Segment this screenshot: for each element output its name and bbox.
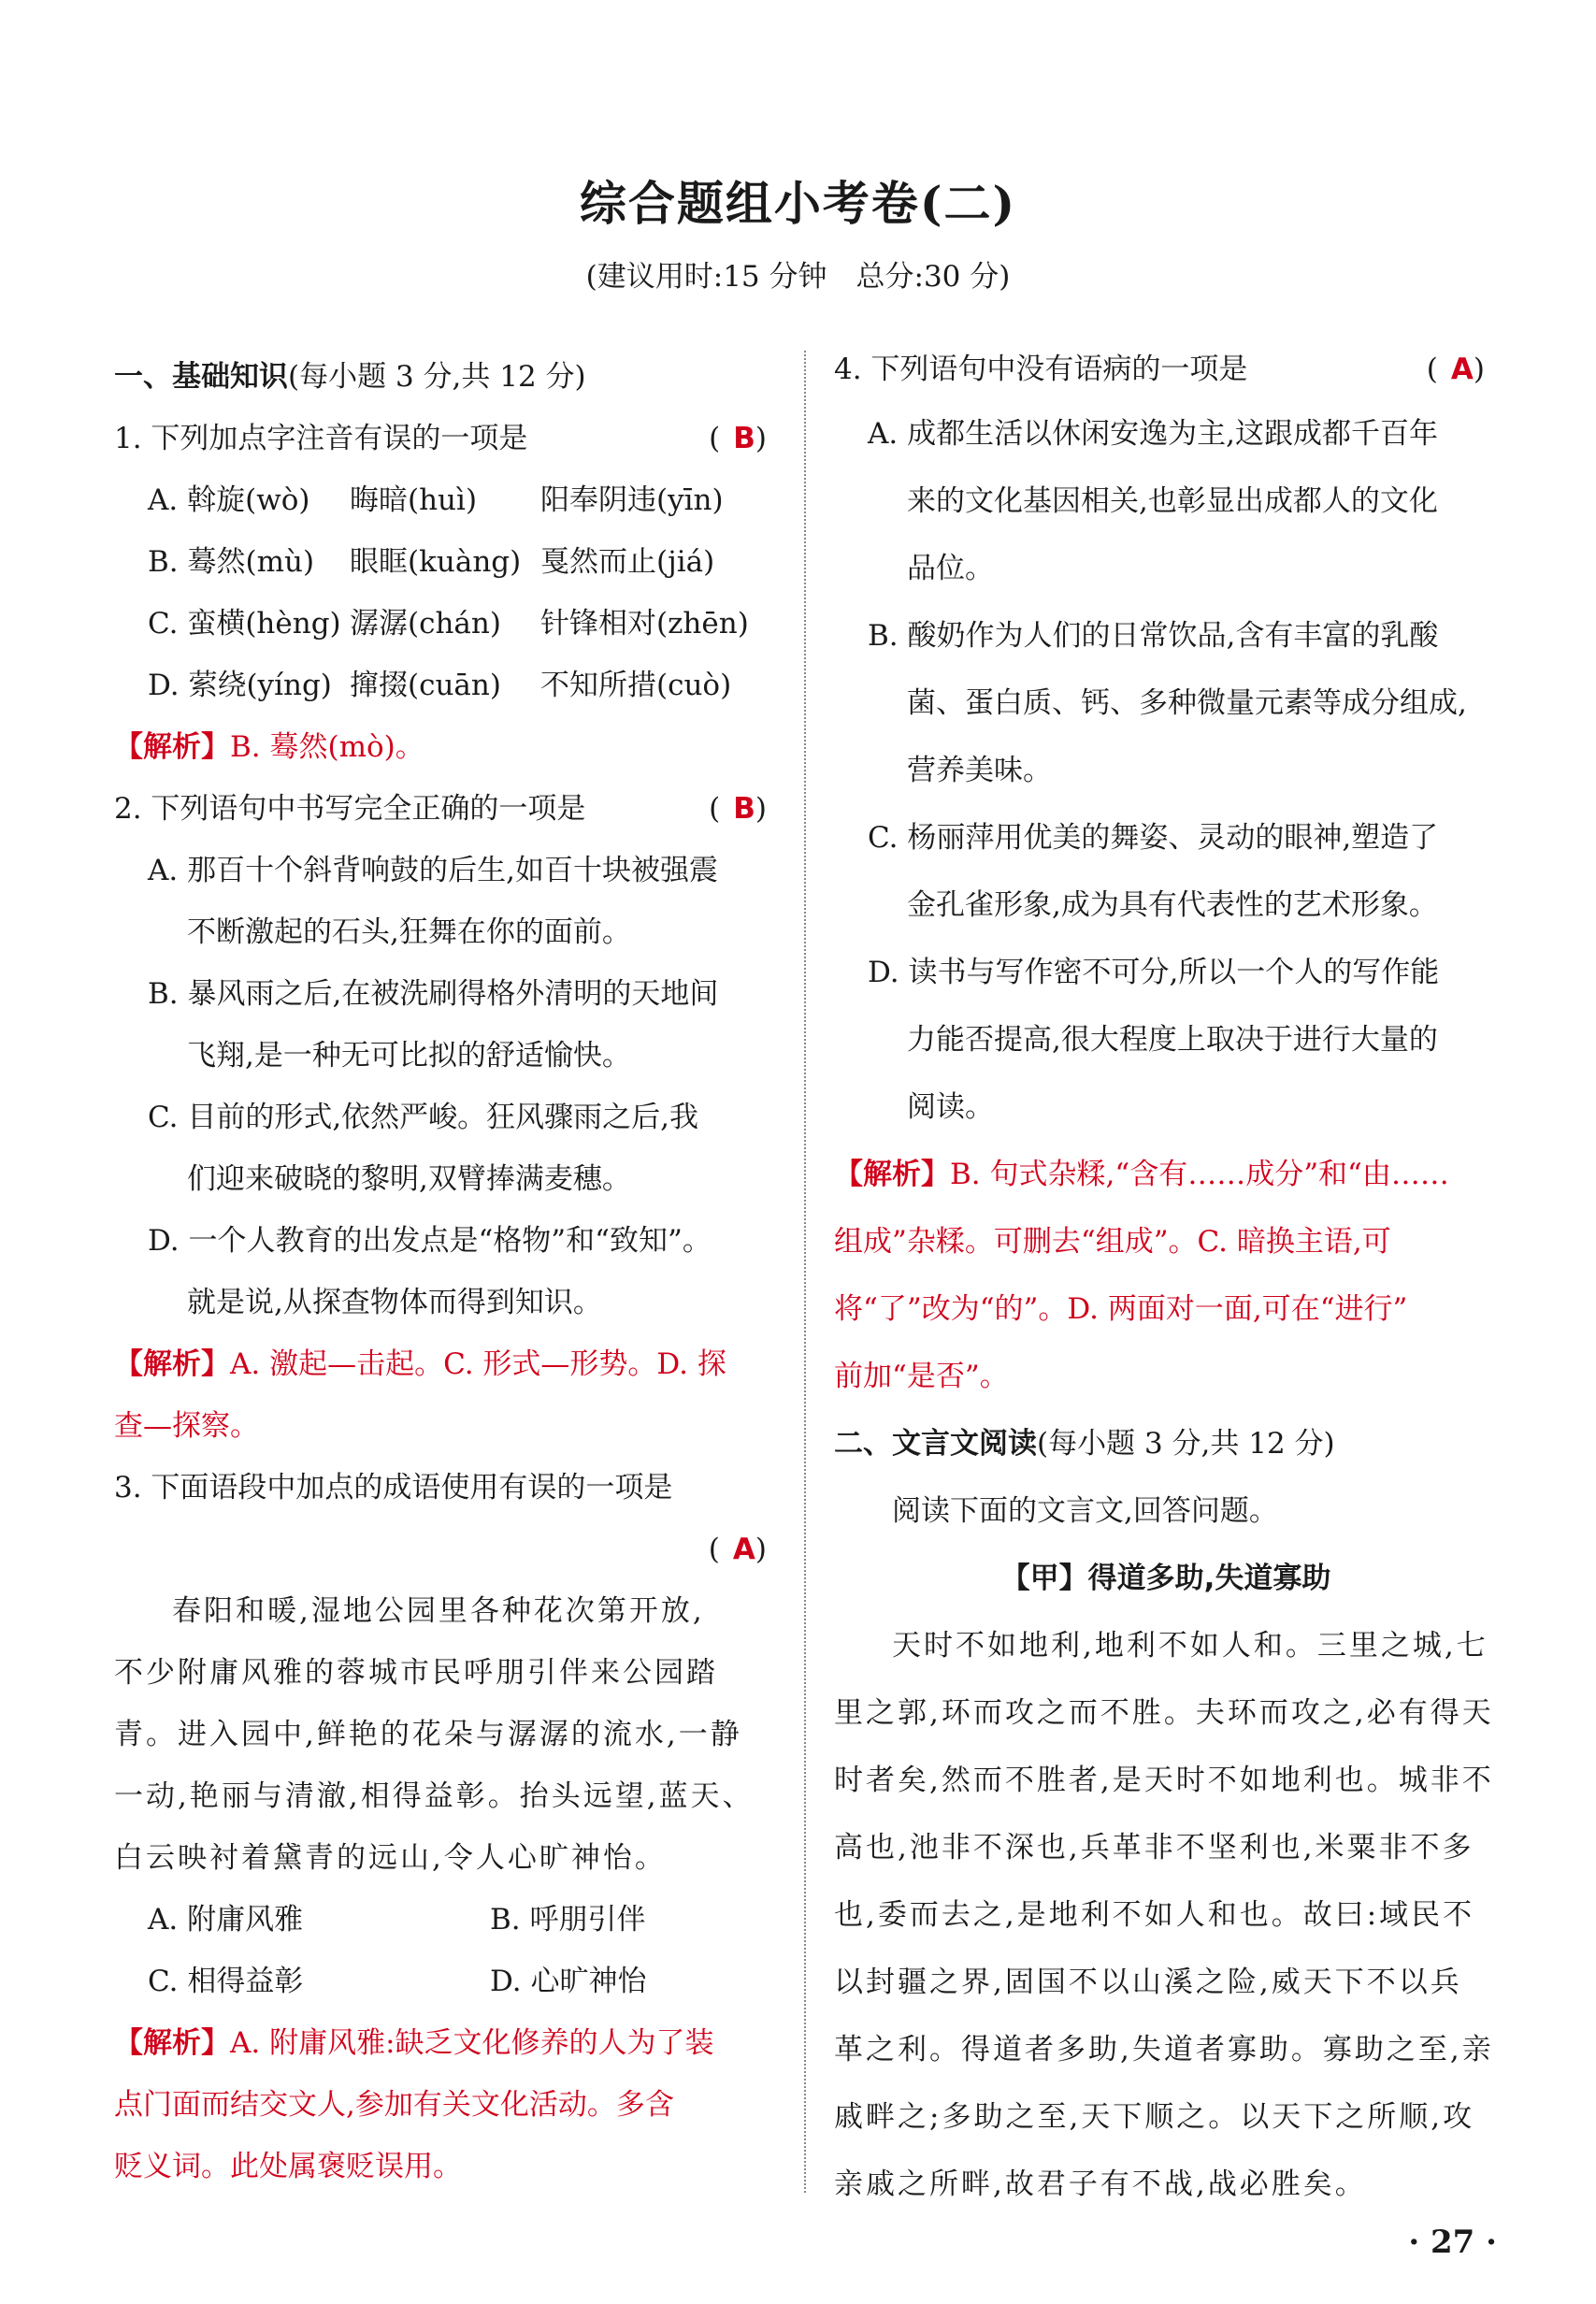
q2-analysis-cont: 查—探察。 (114, 1409, 259, 1443)
q3-analysis-cont: 贬义词。此处属褒贬误用。 (114, 2150, 462, 2183)
q2-option-line: B. 暴风雨之后,在被洗刷得格外清明的天地间 (148, 977, 719, 1011)
passage-line: 高也,池非不深也,兵革非不坚利也,米粟非不多 (834, 1831, 1474, 1865)
right-column (834, 338, 1498, 2218)
q1-answer: B (733, 422, 755, 455)
q2-option-line: 就是说,从探查物体而得到知识。 (187, 1286, 602, 1319)
q2-option-line: 不断激起的石头,狂舞在你的面前。 (187, 915, 631, 949)
q3-passage-line: 青。进入园中,鲜艳的花朵与潺潺的流水,一静 (114, 1718, 742, 1751)
passage-line: 革之利。得道者多助,失道者寡助。寡助之至,亲 (834, 2033, 1494, 2066)
q3-passage-line: 不少附庸风雅的蓉城市民呼朋引伴来公园踏 (114, 1656, 718, 1690)
q4-option-line: 来的文化基因相关,也彰显出成都人的文化 (907, 484, 1438, 518)
q3-analysis-cont: 点门面而结交文人,参加有关文化活动。多含 (114, 2088, 674, 2122)
q4-analysis-cont: 将“了”改为“的”。D. 两面对一面,可在“进行” (834, 1292, 1408, 1326)
q1-answer-box: (B) (709, 422, 780, 455)
q4-option-line: 金孔雀形象,成为具有代表性的艺术形象。 (907, 888, 1438, 922)
passage-line: 戚畔之;多助之至,天下顺之。以天下之所顺,攻 (834, 2100, 1475, 2134)
q2-answer-box: (B) (709, 792, 780, 826)
q4-stem: 4. 下列语句中没有语病的一项是 (A) (834, 338, 1498, 400)
q4-option-line: C. 杨丽萍用优美的舞姿、灵动的眼神,塑造了 (868, 821, 1439, 855)
q2-option-line: C. 目前的形式,依然严峻。狂风骤雨之后,我 (148, 1101, 699, 1134)
passage-title: 【甲】得道多助,失道寡助 (1000, 1562, 1331, 1595)
section2-heading: 二、文言文阅读(每小题 3 分,共 12 分) (834, 1427, 1335, 1461)
q3-analysis: 【解析】A. 附庸风雅:缺乏文化修养的人为了装 (114, 2026, 714, 2060)
q3-passage-line: 一动,艳丽与清澈,相得益彰。抬头远望,蓝天、 (114, 1779, 755, 1813)
q3-passage-line: 白云映衬着黛青的远山,令人心旷神怡。 (114, 1841, 667, 1875)
q1-analysis: 【解析】B. 蓦然(mò)。 (114, 730, 424, 764)
page-number: · 27 · (1408, 2224, 1497, 2261)
q2-answer: B (733, 792, 755, 826)
q1-option-d: D. 萦绕(yíng) 撺掇(cuān) 不知所措(cuò) (148, 669, 732, 702)
q4-option-line: 阅读。 (907, 1090, 994, 1124)
passage-line: 时者矣,然而不胜者,是天时不如地利也。城非不 (834, 1764, 1494, 1797)
q1-stem: 1. 下列加点字注音有误的一项是 (B) (114, 408, 780, 469)
q4-option-line: 品位。 (907, 552, 994, 585)
q4-option-line: 菌、蛋白质、钙、多种微量元素等成分组成, (907, 686, 1467, 720)
q4-option-line: B. 酸奶作为人们的日常饮品,含有丰富的乳酸 (868, 619, 1439, 653)
passage-line: 也,委而去之,是地利不如人和也。故曰:域民不 (834, 1898, 1475, 1932)
q3-options-row1: A. 附庸风雅 B. 呼朋引伴 (148, 1903, 646, 1937)
q2-analysis: 【解析】A. 激起—击起。C. 形式—形势。D. 探 (114, 1347, 726, 1381)
q4-analysis: 【解析】B. 句式杂糅,“含有……成分”和“由…… (834, 1158, 1449, 1191)
q3-answer: A (732, 1533, 755, 1566)
column-divider (804, 351, 806, 2193)
q2-option-line: 飞翔,是一种无可比拟的舒适愉快。 (187, 1039, 631, 1073)
page-title: 综合题组小考卷(二) (579, 176, 1017, 231)
q4-option-line: A. 成都生活以休闲安逸为主,这跟成都千百年 (868, 417, 1438, 451)
q4-answer: A (1450, 353, 1474, 386)
q4-analysis-cont: 前加“是否”。 (834, 1360, 1009, 1393)
q3-answer-line (114, 1519, 780, 1580)
q1-option-c: C. 蛮横(hèng) 潺潺(chán) 针锋相对(zhēn) (148, 607, 749, 641)
left-column (114, 346, 780, 2197)
q4-answer-box: (A) (1426, 353, 1498, 386)
passage-line: 亲戚之所畔,故君子有不战,战必胜矣。 (834, 2167, 1367, 2201)
q3-answer-box: (A) (708, 1533, 780, 1566)
q1-option-a: A. 斡旋(wò) 晦暗(huì) 阳奉阴违(yīn) (148, 483, 724, 517)
q4-analysis-cont: 组成”杂糅。可删去“组成”。C. 暗换主语,可 (834, 1225, 1391, 1259)
passage-line: 以封疆之界,固国不以山溪之险,威天下不以兵 (834, 1966, 1462, 1999)
q3-passage-line: 春阳和暖,湿地公园里各种花次第开放, (172, 1594, 705, 1628)
passage-line: 天时不如地利,地利不如人和。三里之城,七 (892, 1629, 1488, 1663)
q2-option-line: D. 一个人教育的出发点是“格物”和“致知”。 (148, 1224, 712, 1258)
section2-instruction: 阅读下面的文言文,回答问题。 (892, 1494, 1278, 1528)
q4-option-line: 营养美味。 (907, 754, 1052, 787)
q2-option-line: A. 那百十个斜背响鼓的后生,如百十块被强震 (148, 854, 718, 887)
passage-line: 里之郭,环而攻之而不胜。夫环而攻之,必有得天 (834, 1696, 1494, 1730)
q2-stem: 2. 下列语句中书写完全正确的一项是 (B) (114, 778, 780, 840)
section1-heading: 一、基础知识(每小题 3 分,共 12 分) (114, 360, 586, 394)
q2-option-line: 们迎来破晓的黎明,双臂捧满麦穗。 (187, 1162, 631, 1196)
page-subtitle: (建议用时:15 分钟 总分:30 分) (585, 260, 1011, 294)
q3-stem: 3. 下面语段中加点的成语使用有误的一项是 (114, 1471, 673, 1505)
q1-option-b: B. 蓦然(mù) 眼眶(kuàng) 戛然而止(jiá) (148, 545, 715, 579)
q3-options-row2: C. 相得益彰 D. 心旷神怡 (148, 1965, 647, 1998)
q4-option-line: D. 读书与写作密不可分,所以一个人的写作能 (868, 956, 1440, 989)
q4-option-line: 力能否提高,很大程度上取决于进行大量的 (907, 1023, 1438, 1057)
